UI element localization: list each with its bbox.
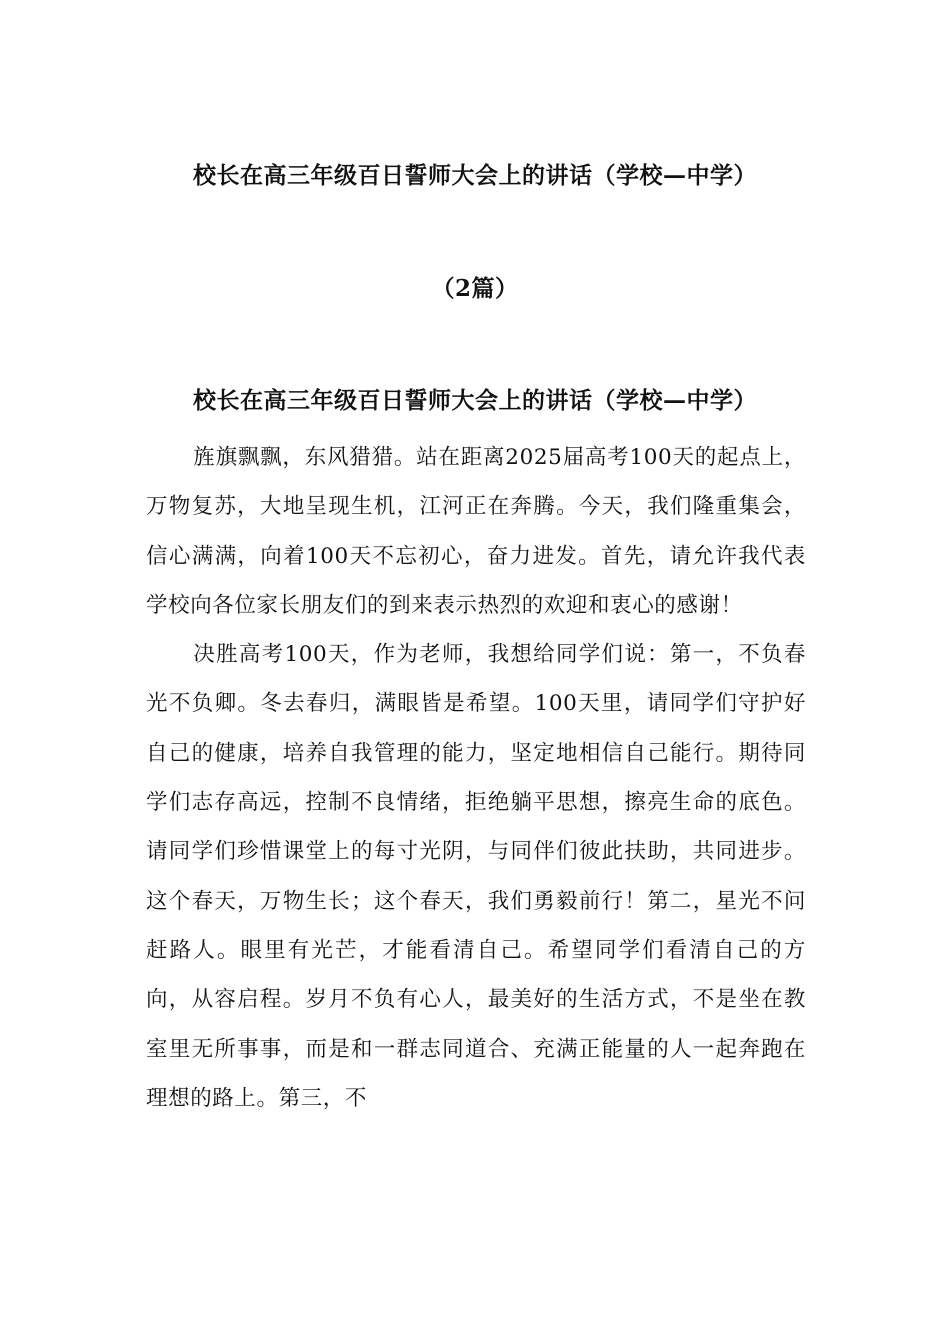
document-title: 校长在高三年级百日誓师大会上的讲话（学校—中学） (193, 162, 757, 189)
article-count: （2篇） (431, 275, 519, 302)
section-title: 校长在高三年级百日誓师大会上的讲话（学校—中学） (193, 387, 757, 414)
paragraph: 旌旗飘飘，东风猎猎。站在距离2025届高考100天的起点上，万物复苏，大地呈现生机，江河正在奔腾。今天，我们隆重集会，信心满满，向着100天不忘初心，奋力进发。首先，请允许我代表学校向各位家长朋友们的到来表示热烈的欢迎和衷心的感谢！ (146, 445, 806, 618)
paragraph: 决胜高考100天，作为老师，我想给同学们说：第一，不负春光不负卿。冬去春归，满眼皆是希望。100天里，请同学们守护好自己的健康，培养自我管理的能力，坚定地相信自己能行。期待同学们志存高远，控制不良情绪，拒绝躺平思想，擦亮生命的底色。请同学们珍惜课堂上的每寸光阴，与同伴们彼此扶助，共同进步。这个春天，万物生长；这个春天，我们勇毅前行！第二，星光不问赶路人。眼里有光芒，才能看清自己。希望同学们看清自己的方向，从容启程。岁月不负有心人，最美好的生活方式，不是坐在教室里无所事事，而是和一群志同道合、充满正能量的人一起奔跑在理想的路上。第三，不 (146, 642, 806, 1111)
document-body (146, 433, 806, 1123)
